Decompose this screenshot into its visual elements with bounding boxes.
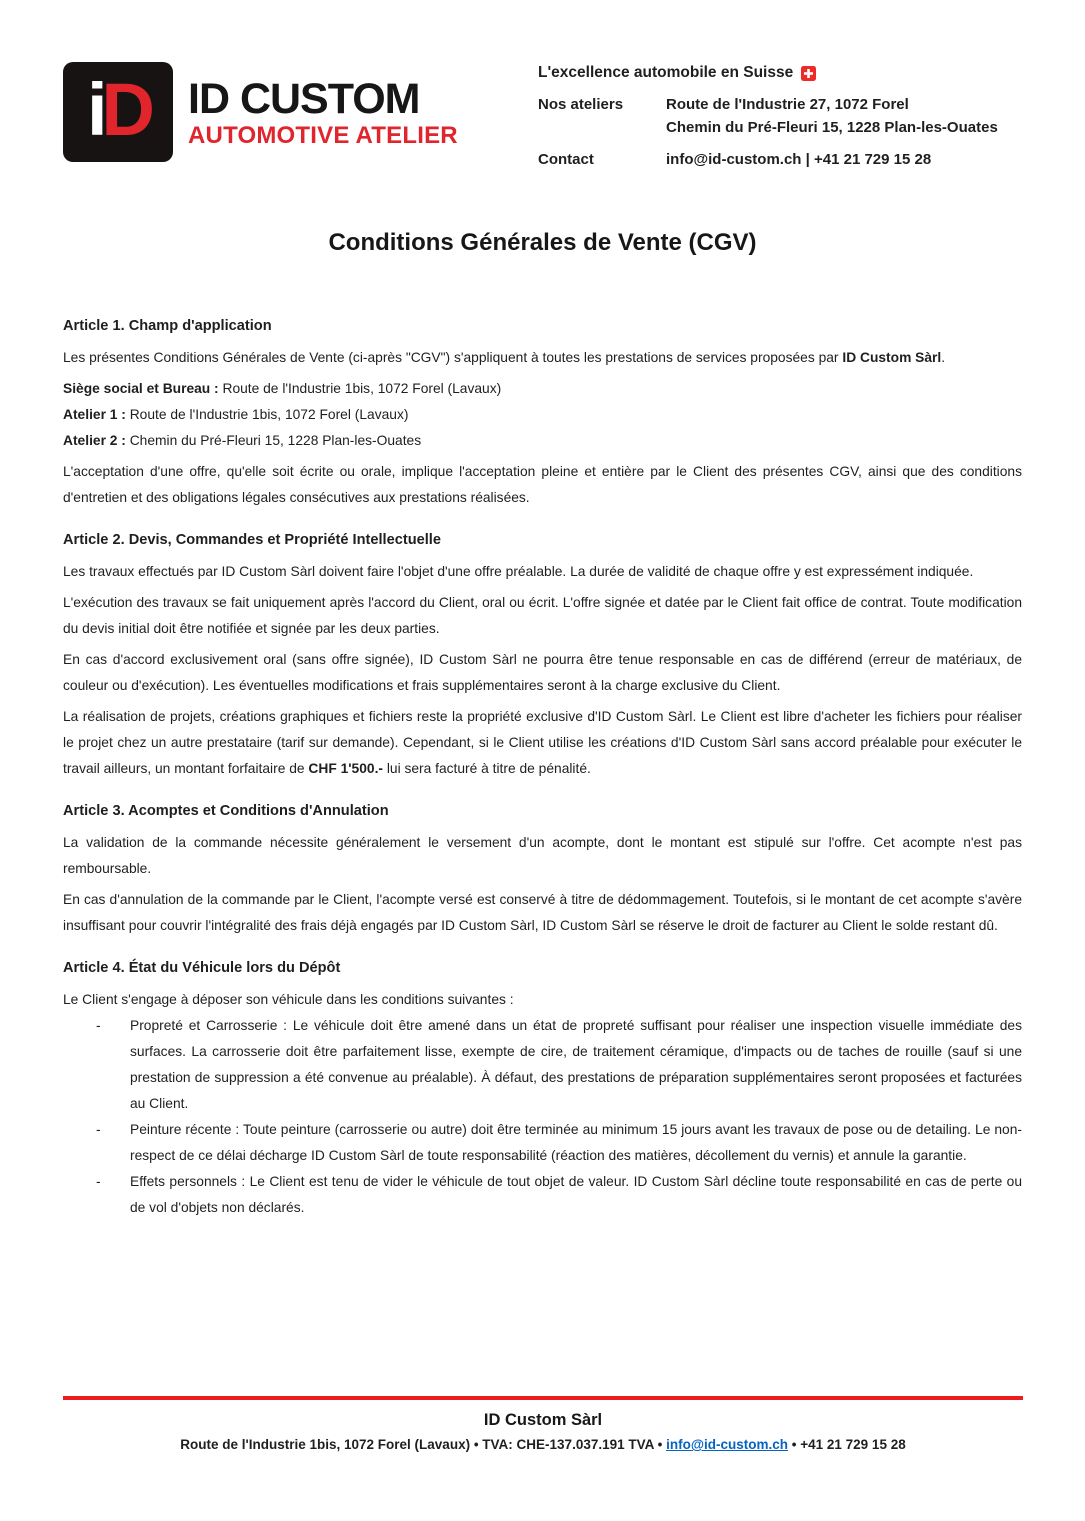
address-value: Route de l'Industrie 1bis, 1072 Forel (Lavaux) xyxy=(218,381,502,396)
logo-subtitle: AUTOMOTIVE ATELIER xyxy=(188,122,458,149)
article-3-heading: Article 3. Acomptes et Conditions d'Annulation xyxy=(63,803,389,819)
address-label: Atelier 2 : xyxy=(63,433,126,448)
article-4-intro: Le Client s'engage à déposer son véhicule dans les conditions suivantes : xyxy=(63,992,514,1007)
text-run: Route de l'Industrie 1bis, 1072 Forel (Lavaux) • TVA: CHE-137.037.191 TVA • xyxy=(180,1437,667,1452)
article-2-paragraph-3: En cas d'accord exclusivement oral (sans offre signée), ID Custom Sàrl ne pourra être tenue responsable en cas de différend (erreur de matériaux, de couleur ou d'exécution). Les éventuelles modifications et frais supplémentaires seront à la charge exclusive du Client. xyxy=(63,652,1022,693)
text-run: lui sera facturé à titre de pénalité. xyxy=(383,761,591,776)
workshop-address-1: Route de l'Industrie 27, 1072 Forel xyxy=(666,96,909,113)
article-1 xyxy=(63,313,1022,511)
article-2-paragraph-2: L'exécution des travaux se fait uniquement après l'accord du Client, oral ou écrit. L'offre signée et datée par le Client fait office de contrat. Toute modification du devis initial doit être notifiée et signée par les deux parties. xyxy=(63,595,1022,636)
company-tagline xyxy=(538,64,1025,82)
dash-bullet-icon: - xyxy=(96,1122,101,1137)
article-2-paragraph-4 xyxy=(63,704,1022,782)
list-item xyxy=(63,1169,1022,1221)
contact-row xyxy=(538,148,1025,171)
logo-letter-d: D xyxy=(101,68,149,151)
page-title: Conditions Générales de Vente (CGV) xyxy=(328,229,757,256)
address-value: Route de l'Industrie 1bis, 1072 Forel (Lavaux) xyxy=(125,407,409,422)
dash-bullet-icon: - xyxy=(96,1174,101,1189)
footer-company-name: ID Custom Sàrl xyxy=(483,1411,603,1429)
article-3 xyxy=(63,798,1022,939)
article-1-paragraph-2: L'acceptation d'une offre, qu'elle soit écrite ou orale, implique l'acceptation pleine et entière par le Client des présentes CGV, ainsi que des conditions d'entretien et des obligations légales consécutives aux prestations réalisées. xyxy=(63,464,1022,505)
article-2-heading: Article 2. Devis, Commandes et Propriété Intellectuelle xyxy=(63,532,441,548)
article-3-paragraph-2: En cas d'annulation de la commande par le Client, l'acompte versé est conservé à titre de dédommagement. Toutefois, si le montant de cet acompte s'avère insuffisant pour couvrir l'intégralité des frais déjà engagés par ID Custom Sàrl, ID Custom Sàrl se réserve le droit de facturer au Client le solde restant dû. xyxy=(63,892,1022,933)
workshops-addresses xyxy=(666,93,998,139)
address-label: Atelier 1 : xyxy=(63,407,126,422)
contact-value: info@id-custom.ch | +41 21 729 15 28 xyxy=(666,151,932,168)
list-item-text: Effets personnels : Le Client est tenu de vider le véhicule de tout objet de valeur. ID Custom Sàrl décline toute responsabilité en cas de perte ou de vol d'objets non déclarés. xyxy=(130,1174,1022,1215)
workshops-row xyxy=(538,93,1025,139)
address-line xyxy=(63,428,1022,454)
text-run: • +41 21 729 15 28 xyxy=(788,1437,906,1452)
address-value: Chemin du Pré-Fleuri 15, 1228 Plan-les-Ouates xyxy=(125,433,422,448)
article-4 xyxy=(63,955,1022,1221)
workshop-address-2: Chemin du Pré-Fleuri 15, 1228 Plan-les-Ouates xyxy=(666,119,998,136)
swiss-flag-icon xyxy=(801,66,816,81)
article-2-paragraph-1: Les travaux effectués par ID Custom Sàrl doivent faire l'objet d'une offre préalable. La durée de validité de chaque offre y est expressément indiquée. xyxy=(63,564,974,579)
list-item xyxy=(63,1117,1022,1169)
dash-bullet-icon: - xyxy=(96,1018,101,1033)
article-2 xyxy=(63,527,1022,782)
document-footer xyxy=(63,1396,1023,1456)
article-1-heading: Article 1. Champ d'application xyxy=(63,318,272,334)
list-item-text: Peinture récente : Toute peinture (carrosserie ou autre) doit être terminée au minimum 15 jours avant les travaux de pose ou de detailing. Le non-respect de ce délai décharge ID Custom Sàrl de toute responsabilité (réaction des matières, décollement du vernis) et annule la garantie. xyxy=(130,1122,1022,1163)
address-line xyxy=(63,402,1022,428)
article-1-paragraph-1 xyxy=(63,345,1022,371)
id-custom-logo-icon xyxy=(63,62,173,162)
workshops-label: Nos ateliers xyxy=(538,96,624,113)
list-item xyxy=(63,1013,1022,1117)
footer-contact-line xyxy=(63,1433,1023,1456)
company-logo xyxy=(63,62,458,162)
address-line xyxy=(63,376,1022,402)
address-label: Siège social et Bureau : xyxy=(63,381,219,396)
contact-label: Contact xyxy=(538,151,594,168)
text-run: . xyxy=(941,350,946,365)
logo-letter-i: i xyxy=(86,68,102,151)
tagline-text: L'excellence automobile en Suisse xyxy=(538,64,794,81)
conditions-list xyxy=(63,1013,1022,1221)
article-4-heading: Article 4. État du Véhicule lors du Dépôt xyxy=(63,960,341,976)
text-run: Les présentes Conditions Générales de Vente (ci-après "CGV") s'appliquent à toutes les prestations de services proposées par xyxy=(63,350,843,365)
logo-wordmark xyxy=(188,62,458,148)
article-3-paragraph-1: La validation de la commande nécessite généralement le versement d'un acompte, dont le montant est stipulé sur l'offre. Cet acompte n'est pas remboursable. xyxy=(63,835,1022,876)
document-header xyxy=(0,0,1085,174)
footer-divider xyxy=(63,1396,1023,1400)
logo-company-name: ID CUSTOM xyxy=(188,75,420,123)
document-body xyxy=(0,313,1085,1221)
address-block xyxy=(63,376,1022,454)
penalty-amount-bold: CHF 1'500.- xyxy=(308,761,383,776)
footer-email-link[interactable]: info@id-custom.ch xyxy=(666,1437,789,1452)
company-name-bold: ID Custom Sàrl xyxy=(842,350,942,365)
header-contact-block xyxy=(538,62,1025,174)
text-run: La réalisation de projets, créations graphiques et fichiers reste la propriété exclusive d'ID Custom Sàrl. Le Client est libre d'acheter les fichiers pour réaliser le projet chez un autre prestataire (tarif sur demande). Cependant, si le Client utilise les créations d'ID Custom Sàrl sans accord préalable pour exécuter le travail ailleurs, un montant forfaitaire de xyxy=(63,709,1022,776)
list-item-text: Propreté et Carrosserie : Le véhicule doit être amené dans un état de propreté suffisant pour réaliser une inspection visuelle immédiate des surfaces. La carrosserie doit être parfaitement lisse, exempte de cire, de traitement céramique, d'impacts ou de taches de rouille (sauf si une prestation de suppression a été convenue au préalable). À défaut, des prestations de préparation supplémentaires seront proposées et facturées au Client. xyxy=(130,1018,1022,1111)
